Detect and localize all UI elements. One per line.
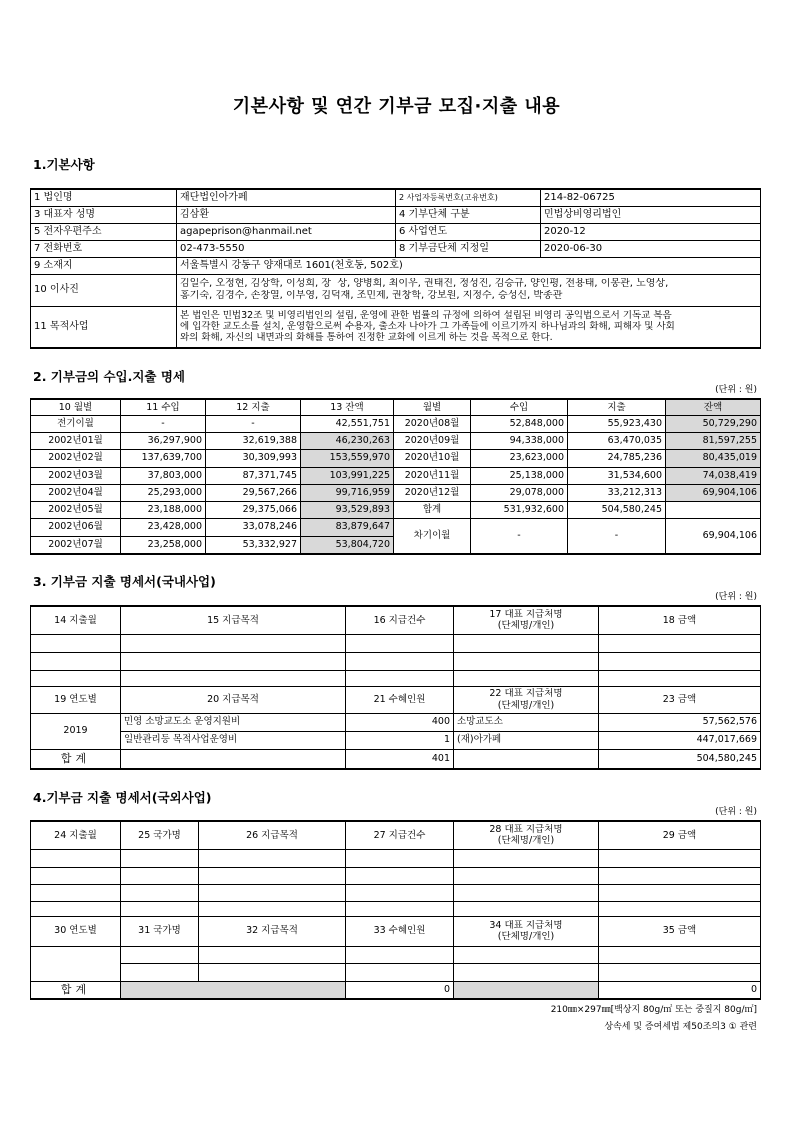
amount-header: 35 금액 — [599, 916, 761, 946]
table-row — [31, 206, 761, 223]
amount-header: 18 금액 — [599, 606, 761, 634]
income-cell: 23,258,000 — [121, 536, 206, 554]
header-row — [31, 821, 761, 849]
empty-cell — [454, 884, 599, 901]
rep-label: 3 대표자 성명 — [31, 206, 177, 223]
balance-cell: 69,904,106 — [666, 484, 761, 501]
payee-header-line: 28 대표 지급처명 — [489, 823, 563, 835]
empty-cell — [454, 652, 599, 670]
directors-line: 홍기숙, 김경수, 손창열, 이부영, 김덕재, 조민제, 권창학, 강보원, 지정수, 승성신, 박종관 — [180, 290, 563, 301]
payee-header-line: 34 대표 지급처명 — [489, 919, 563, 931]
expense-cell: 53,332,927 — [206, 536, 301, 554]
month-cell: 2020년10월 — [394, 449, 471, 467]
income-cell: 94,338,000 — [471, 432, 568, 449]
expense-cell: 24,785,236 — [568, 449, 666, 467]
balance-cell: 93,529,893 — [301, 501, 394, 518]
month-header: 14 지출월 — [31, 606, 121, 634]
country-header: 31 국가명 — [121, 916, 199, 946]
empty-cell — [199, 867, 346, 884]
month-cell: 2002년01월 — [31, 432, 121, 449]
blank-row — [31, 884, 761, 901]
empty-cell — [31, 901, 121, 916]
empty-cell — [199, 963, 346, 981]
total-amount: 0 — [599, 981, 761, 999]
income-cell: 52,848,000 — [471, 415, 568, 432]
blank-row — [31, 634, 761, 652]
income-cell: 29,078,000 — [471, 484, 568, 501]
month-cell: 2020년08월 — [394, 415, 471, 432]
blank-row — [31, 946, 761, 963]
empty-cell — [346, 901, 454, 916]
paper-spec-note: 210㎜×297㎜[백상지 80g/㎡ 또는 중질지 80g/㎡] — [550, 1005, 757, 1015]
payee-header — [454, 606, 599, 634]
balance-cell: 153,559,970 — [301, 449, 394, 467]
month-cell: 2002년06월 — [31, 518, 121, 536]
balance-cell: 81,597,255 — [666, 432, 761, 449]
balance-cell: 42,551,751 — [301, 415, 394, 432]
beneficiaries-header: 21 수혜인원 — [346, 686, 454, 713]
basic-info-table — [30, 188, 761, 349]
year-cell: 2019 — [31, 713, 121, 749]
empty-cell — [31, 670, 121, 686]
payee-header-line: 22 대표 지급처명 — [489, 688, 563, 700]
empty-cell — [599, 867, 761, 884]
address-label: 9 소재지 — [31, 257, 177, 274]
income-cell: 37,803,000 — [121, 467, 206, 484]
total-label: 합계 — [31, 749, 121, 769]
expense-cell: 30,309,993 — [206, 449, 301, 467]
corp-name-label: 1 법인명 — [31, 189, 177, 206]
month-cell: 2002년03월 — [31, 467, 121, 484]
empty-cell — [454, 670, 599, 686]
month-header: 24 지출월 — [31, 821, 121, 849]
empty-cell — [454, 749, 599, 769]
blank-row — [31, 652, 761, 670]
balance-cell: 46,230,263 — [301, 432, 394, 449]
month-cell: 2020년11월 — [394, 467, 471, 484]
balance-header: 13 잔액 — [301, 399, 394, 415]
section-heading-overseas: 4.기부금 지출 명세서(국외사업) — [33, 790, 212, 805]
amount-header: 23 금액 — [599, 686, 761, 713]
empty-cell — [121, 946, 199, 963]
empty-cell — [121, 963, 199, 981]
header-row — [31, 686, 761, 713]
purpose-cell: 일반관리등 목적사업운영비 — [121, 731, 346, 749]
purpose-line: 와의 화해, 자신의 내면과의 화해를 통하여 진정한 교화에 이르게 하는 것을 목적으로 한다. — [180, 332, 553, 344]
beneficiaries-cell: 1 — [346, 731, 454, 749]
count-header: 27 지급건수 — [346, 821, 454, 849]
empty-cell — [454, 901, 599, 916]
month-cell: 2020년12월 — [394, 484, 471, 501]
unit-label: (단위 : 원) — [715, 385, 757, 395]
email-value: agapeprison@hanmail.net — [177, 223, 396, 240]
expense-cell: 29,567,266 — [206, 484, 301, 501]
expense-cell: 32,619,388 — [206, 432, 301, 449]
income-cell: - — [121, 415, 206, 432]
domestic-expense-table — [30, 605, 761, 770]
org-type-label: 4 기부단체 구분 — [396, 206, 541, 223]
year-header: 30 연도별 — [31, 916, 121, 946]
designation-value: 2020-06-30 — [541, 240, 761, 257]
empty-cell — [121, 884, 199, 901]
fiscal-year-label: 6 사업연도 — [396, 223, 541, 240]
empty-cell — [346, 963, 454, 981]
purpose-header: 32 지급목적 — [199, 916, 346, 946]
income-cell: 23,188,000 — [121, 501, 206, 518]
empty-cell — [31, 884, 121, 901]
blank-row — [31, 963, 761, 981]
payee-header-line: (단체명/개인) — [497, 835, 555, 847]
beneficiaries-cell: 400 — [346, 713, 454, 731]
table-row — [31, 467, 761, 484]
income-cell: 137,639,700 — [121, 449, 206, 467]
header-row — [31, 606, 761, 634]
designation-label: 8 기부금단체 지정일 — [396, 240, 541, 257]
unit-label: (단위 : 원) — [715, 592, 757, 602]
amount-cell: 57,562,576 — [599, 713, 761, 731]
donation-ledger-table — [30, 398, 761, 555]
expense-cell: 55,923,430 — [568, 415, 666, 432]
org-type-value: 민법상비영리법인 — [541, 206, 761, 223]
income-cell: 25,293,000 — [121, 484, 206, 501]
empty-cell — [31, 849, 121, 867]
balance-header: 잔액 — [666, 399, 761, 415]
year-header: 19 연도별 — [31, 686, 121, 713]
income-cell: 25,138,000 — [471, 467, 568, 484]
empty-cell — [31, 946, 121, 981]
section-heading-ledger: 2. 기부금의 수입.지출 명세 — [33, 369, 186, 384]
total-income: 531,932,600 — [471, 501, 568, 518]
unit-label: (단위 : 원) — [715, 807, 757, 817]
empty-cell — [121, 634, 346, 652]
empty-cell — [121, 670, 346, 686]
empty-cell — [599, 670, 761, 686]
biz-no-value: 214-82-06725 — [541, 189, 761, 206]
empty-cell — [346, 634, 454, 652]
table-row — [31, 713, 761, 731]
table-row — [31, 189, 761, 206]
empty-cell — [121, 901, 199, 916]
header-row — [31, 399, 761, 415]
section-heading-domestic: 3. 기부금 지출 명세서(국내사업) — [33, 574, 216, 589]
purpose-label: 11 목적사업 — [31, 306, 177, 348]
income-cell: 36,297,900 — [121, 432, 206, 449]
table-row — [31, 240, 761, 257]
email-label: 5 전자우편주소 — [31, 223, 177, 240]
empty-cell — [454, 946, 599, 963]
directors-line: 김일수, 오정현, 김상학, 이성희, 장 상, 양병희, 최이우, 권태진, 정성진, 김승규, 양인평, 전용태, 이봉관, 노영상, — [180, 278, 669, 289]
biz-no-label: 2 사업자등록번호(고유번호) — [396, 189, 541, 206]
expense-cell: 31,534,600 — [568, 467, 666, 484]
table-row — [31, 274, 761, 306]
table-row — [31, 257, 761, 274]
month-cell: 2002년04월 — [31, 484, 121, 501]
expense-cell: 33,212,313 — [568, 484, 666, 501]
rep-value: 김삼환 — [177, 206, 396, 223]
empty-cell — [199, 946, 346, 963]
payee-header-line: 17 대표 지급처명 — [489, 608, 563, 620]
balance-cell: 53,804,720 — [301, 536, 394, 554]
empty-cell — [31, 867, 121, 884]
balance-cell: 74,038,419 — [666, 467, 761, 484]
blank-row — [31, 867, 761, 884]
empty-cell — [599, 849, 761, 867]
country-header: 25 국가명 — [121, 821, 199, 849]
empty-cell — [121, 749, 346, 769]
total-beneficiaries: 0 — [346, 981, 454, 999]
table-row — [31, 501, 761, 518]
directors-label: 10 이사진 — [31, 274, 177, 306]
month-cell: 2002년05월 — [31, 501, 121, 518]
empty-cell — [454, 867, 599, 884]
balance-cell: 99,716,959 — [301, 484, 394, 501]
carryover-balance: 69,904,106 — [666, 518, 761, 554]
shaded-cell — [121, 981, 346, 999]
expense-cell: 33,078,246 — [206, 518, 301, 536]
phone-label: 7 전화번호 — [31, 240, 177, 257]
purpose-header: 15 지급목적 — [121, 606, 346, 634]
overseas-expense-table — [30, 820, 761, 1000]
expense-header: 지출 — [568, 399, 666, 415]
table-row — [31, 484, 761, 501]
payee-cell: 소망교도소 — [454, 713, 599, 731]
carryover-label: 차기이월 — [394, 518, 471, 554]
directors-value — [177, 274, 761, 306]
purpose-line: 에 입각한 교도소를 설치, 운영함으로써 수용자, 출소자 나아가 그 가족들에 이르기까지 하나님과의 화해, 피해자 및 사회 — [180, 321, 675, 333]
purpose-header: 26 지급목적 — [199, 821, 346, 849]
income-header: 수입 — [471, 399, 568, 415]
blank-row — [31, 901, 761, 916]
balance-cell: 50,729,290 — [666, 415, 761, 432]
empty-cell — [31, 652, 121, 670]
empty-cell — [454, 963, 599, 981]
empty-cell — [599, 652, 761, 670]
empty-cell — [599, 901, 761, 916]
purpose-value — [177, 306, 761, 348]
month-header: 월별 — [394, 399, 471, 415]
payee-header-line: (단체명/개인) — [497, 931, 555, 942]
month-header: 10 월별 — [31, 399, 121, 415]
month-cell: 2002년02월 — [31, 449, 121, 467]
payee-header-line: (단체명/개인) — [497, 699, 555, 711]
empty-cell — [454, 849, 599, 867]
table-row — [31, 223, 761, 240]
total-amount: 504,580,245 — [599, 749, 761, 769]
empty-cell — [346, 670, 454, 686]
total-balance — [666, 501, 761, 518]
table-row — [31, 449, 761, 467]
payee-cell: (재)아가페 — [454, 731, 599, 749]
amount-cell: 447,017,669 — [599, 731, 761, 749]
empty-cell — [346, 884, 454, 901]
empty-cell — [121, 849, 199, 867]
total-label: 합계 — [394, 501, 471, 518]
empty-cell — [31, 634, 121, 652]
empty-cell — [121, 867, 199, 884]
empty-cell — [199, 849, 346, 867]
income-cell: 23,623,000 — [471, 449, 568, 467]
empty-cell — [121, 652, 346, 670]
header-row — [31, 916, 761, 946]
empty-cell — [346, 867, 454, 884]
beneficiaries-header: 33 수혜인원 — [346, 916, 454, 946]
page-title: 기본사항 및 연간 기부금 모집·지출 내용 — [232, 96, 561, 117]
section-heading-basic: 1.기본사항 — [33, 157, 95, 172]
address-value: 서울특별시 강동구 양재대로 1601(천호동, 502호) — [177, 257, 761, 274]
expense-cell: 63,470,035 — [568, 432, 666, 449]
shaded-cell — [454, 981, 599, 999]
balance-cell: 80,435,019 — [666, 449, 761, 467]
carryover-income: - — [471, 518, 568, 554]
empty-cell — [599, 946, 761, 963]
total-beneficiaries: 401 — [346, 749, 454, 769]
phone-value: 02-473-5550 — [177, 240, 396, 257]
payee-header — [454, 821, 599, 849]
legal-reference-note: 상속세 및 증여세법 제50조의3 ① 관련 — [604, 1022, 757, 1032]
empty-cell — [346, 652, 454, 670]
income-header: 11 수입 — [121, 399, 206, 415]
payee-header — [454, 916, 599, 946]
balance-cell: 103,991,225 — [301, 467, 394, 484]
empty-cell — [599, 884, 761, 901]
empty-cell — [599, 634, 761, 652]
total-row — [31, 981, 761, 999]
payee-header-line: (단체명/개인) — [497, 620, 555, 632]
month-cell: 2020년09월 — [394, 432, 471, 449]
empty-cell — [346, 946, 454, 963]
corp-name-value: 재단법인아가페 — [177, 189, 396, 206]
empty-cell — [199, 901, 346, 916]
total-row — [31, 749, 761, 769]
table-row — [31, 731, 761, 749]
total-expense: 504,580,245 — [568, 501, 666, 518]
expense-cell: 29,375,066 — [206, 501, 301, 518]
table-row — [31, 432, 761, 449]
balance-cell: 83,879,647 — [301, 518, 394, 536]
expense-cell: 87,371,745 — [206, 467, 301, 484]
table-row — [31, 306, 761, 348]
table-row — [31, 415, 761, 432]
count-header: 16 지급건수 — [346, 606, 454, 634]
total-label: 합계 — [31, 981, 121, 999]
blank-row — [31, 849, 761, 867]
fiscal-year-value: 2020-12 — [541, 223, 761, 240]
payee-header — [454, 686, 599, 713]
expense-cell: - — [206, 415, 301, 432]
carryover-expense: - — [568, 518, 666, 554]
empty-cell — [199, 884, 346, 901]
empty-cell — [599, 963, 761, 981]
empty-cell — [346, 849, 454, 867]
purpose-line: 본 법인은 민법32조 및 비영리법인의 설립, 운영에 관한 법률의 규정에 의하여 설립된 비영리 공익법으로서 기독교 복음 — [180, 309, 672, 321]
empty-cell — [454, 634, 599, 652]
month-cell: 전기이월 — [31, 415, 121, 432]
income-cell: 23,428,000 — [121, 518, 206, 536]
blank-row — [31, 670, 761, 686]
expense-header: 12 지출 — [206, 399, 301, 415]
month-cell: 2002년07월 — [31, 536, 121, 554]
amount-header: 29 금액 — [599, 821, 761, 849]
purpose-header: 20 지급목적 — [121, 686, 346, 713]
table-row — [31, 518, 761, 536]
purpose-cell: 민영 소망교도소 운영지원비 — [121, 713, 346, 731]
